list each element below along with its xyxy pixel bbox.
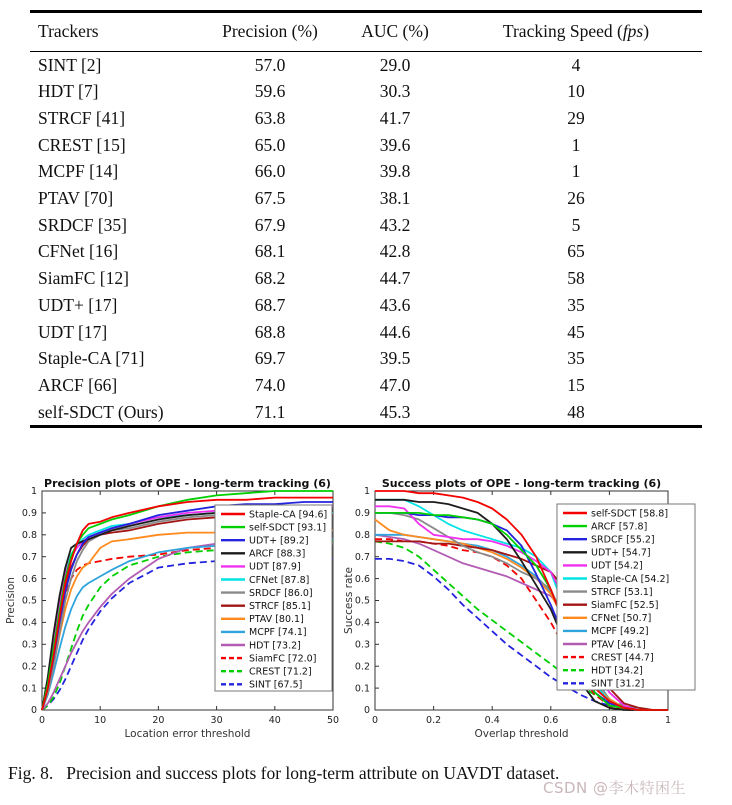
precision-value: 71.1 — [254, 401, 286, 422]
auc-value: 39.6 — [379, 134, 411, 155]
speed-header-unit: fps — [622, 21, 644, 41]
legend-entry: SRDCF [86.0] — [249, 587, 313, 599]
tracker-name: CFNet [16] — [38, 241, 119, 262]
precision-value: 59.6 — [254, 81, 286, 102]
tracker-name: ARCF [66] — [38, 374, 118, 395]
speed-value: 10 — [567, 81, 585, 102]
auc-value: 43.2 — [379, 214, 411, 235]
x-axis-label: Overlap threshold — [474, 728, 569, 740]
y-tick-label: 0 — [30, 705, 37, 717]
table-row — [30, 52, 702, 79]
chart-title: Precision plots of OPE - long-term tracking (6) — [44, 478, 331, 490]
speed-value: 48 — [567, 401, 585, 422]
col-header-speed — [450, 21, 702, 42]
x-tick-label: 0.4 — [484, 715, 500, 726]
legend-entry: PTAV [46.1] — [591, 639, 646, 651]
tracker-name: SiamFC [12] — [38, 268, 129, 289]
precision-value: 68.1 — [254, 241, 286, 262]
legend-entry: CFNet [50.7] — [591, 613, 652, 625]
speed-value: 45 — [567, 321, 585, 342]
auc-value: 39.5 — [379, 348, 411, 369]
legend-entry: HDT [34.2] — [591, 665, 643, 677]
legend-entry: UDT+ [54.7] — [591, 547, 651, 559]
y-tick-label: 0.8 — [354, 530, 370, 541]
figure-caption — [8, 763, 559, 784]
legend-entry: PTAV [80.1] — [249, 614, 304, 626]
y-tick-label: 0.2 — [21, 661, 37, 673]
legend-entry: CFNet [87.8] — [249, 574, 310, 586]
legend-entry: SiamFC [52.5] — [591, 600, 659, 611]
speed-header-prefix: Tracking Speed ( — [502, 21, 623, 41]
col-header-trackers: Trackers — [38, 21, 99, 41]
tracker-name: UDT+ [17] — [38, 294, 118, 315]
auc-value: 41.7 — [379, 108, 411, 129]
table-row — [30, 399, 702, 426]
precision-value: 68.2 — [254, 268, 286, 289]
legend-entry: HDT [73.2] — [249, 640, 301, 652]
speed-value: 58 — [567, 268, 585, 289]
tracker-name: MCPF [14] — [38, 161, 119, 182]
legend-entry: SINT [31.2] — [591, 678, 645, 690]
x-tick-label: 20 — [152, 715, 165, 726]
col-header-auc: AUC (%) — [361, 21, 429, 41]
table-row — [30, 372, 702, 399]
precision-value: 68.8 — [254, 321, 286, 342]
precision-value: 57.0 — [254, 54, 286, 75]
y-tick-label: 1 — [30, 486, 37, 498]
precision-value: 69.7 — [254, 348, 286, 369]
y-tick-label: 0.7 — [354, 551, 370, 563]
y-tick-label: 0.6 — [354, 573, 370, 585]
y-tick-label: 0 — [363, 705, 370, 717]
table-row — [30, 239, 702, 266]
success-plot — [340, 478, 732, 760]
chart-title: Success plots of OPE - long-term tracking (6) — [381, 478, 662, 490]
x-tick-label: 10 — [94, 715, 107, 726]
csdn-watermark: CSDN @李木特困生 — [543, 779, 687, 797]
speed-value: 26 — [567, 188, 585, 209]
y-tick-label: 0.8 — [21, 530, 37, 541]
auc-value: 44.6 — [379, 321, 411, 342]
y-tick-label: 0.2 — [354, 661, 370, 673]
y-tick-label: 0.5 — [354, 595, 370, 607]
auc-value: 39.8 — [379, 161, 411, 182]
y-axis-label: Success rate — [343, 567, 355, 634]
precision-value: 67.9 — [254, 214, 286, 235]
y-tick-label: 1 — [363, 486, 370, 498]
tracker-name: SINT [2] — [38, 54, 102, 75]
legend-entry: UDT [54.2] — [591, 560, 643, 572]
legend-entry: self-SDCT [93.1] — [249, 522, 327, 534]
x-tick-label: 30 — [210, 715, 223, 726]
y-tick-label: 0.9 — [21, 508, 37, 520]
x-axis-label: Location error threshold — [124, 728, 251, 740]
table-row — [30, 292, 702, 319]
legend-entry: Staple-CA [54.2] — [591, 573, 670, 585]
legend-entry: self-SDCT [58.8] — [591, 508, 669, 520]
speed-value: 1 — [571, 161, 581, 182]
speed-value: 65 — [567, 241, 585, 262]
table-header-row — [30, 13, 702, 51]
y-tick-label: 0.7 — [21, 551, 37, 563]
tracker-name: STRCF [41] — [38, 108, 126, 129]
table-row — [30, 78, 702, 105]
legend-entry: MCPF [74.1] — [249, 627, 307, 639]
legend-entry: Staple-CA [94.6] — [249, 509, 328, 521]
tracker-name: UDT [17] — [38, 321, 108, 342]
auc-value: 38.1 — [379, 188, 411, 209]
col-header-precision: Precision (%) — [222, 21, 318, 41]
speed-value: 35 — [567, 348, 585, 369]
y-tick-label: 0.1 — [354, 683, 370, 695]
precision-value: 67.5 — [254, 188, 286, 209]
legend-entry: CREST [44.7] — [591, 652, 654, 664]
precision-plot-svg — [0, 478, 364, 760]
auc-value: 29.0 — [379, 54, 411, 75]
table-row — [30, 319, 702, 346]
legend-entry: UDT [87.9] — [249, 561, 301, 573]
table-row — [30, 132, 702, 159]
table-row — [30, 159, 702, 186]
y-tick-label: 0.1 — [21, 683, 37, 695]
speed-value: 29 — [567, 108, 585, 129]
legend-entry: MCPF [49.2] — [591, 626, 649, 638]
precision-value: 68.7 — [254, 294, 286, 315]
auc-value: 45.3 — [379, 401, 411, 422]
auc-value: 43.6 — [379, 294, 411, 315]
x-tick-label: 50 — [326, 715, 340, 726]
y-tick-label: 0.4 — [354, 617, 370, 629]
x-tick-label: 0.8 — [601, 715, 617, 726]
precision-value: 74.0 — [254, 374, 286, 395]
y-axis-label: Precision — [5, 577, 17, 624]
speed-value: 35 — [567, 294, 585, 315]
tracker-name: CREST [15] — [38, 134, 126, 155]
legend-entry: SINT [67.5] — [249, 679, 303, 691]
caption-text: Precision and success plots for long-term attribute on UAVDT dataset. — [66, 763, 560, 783]
tracker-name: HDT [7] — [38, 81, 99, 102]
legend-entry: STRCF [85.1] — [249, 601, 311, 612]
x-tick-label: 1 — [664, 715, 672, 726]
table-bottom-rule — [30, 425, 702, 428]
speed-value: 15 — [567, 374, 585, 395]
table-row — [30, 345, 702, 372]
y-tick-label: 0.3 — [354, 639, 370, 651]
x-tick-label: 0 — [371, 715, 379, 726]
speed-value: 5 — [571, 214, 581, 235]
legend-entry: ARCF [57.8] — [591, 521, 648, 533]
precision-value: 65.0 — [254, 134, 286, 155]
y-tick-label: 0.9 — [354, 508, 370, 520]
y-tick-label: 0.3 — [21, 639, 37, 651]
results-table — [30, 10, 702, 428]
x-tick-label: 40 — [268, 715, 281, 726]
table-row — [30, 185, 702, 212]
tracker-name: self-SDCT (Ours) — [38, 401, 164, 422]
table-row — [30, 212, 702, 239]
y-tick-label: 0.5 — [21, 595, 37, 607]
y-tick-label: 0.4 — [21, 617, 37, 629]
table-row — [30, 105, 702, 132]
x-tick-label: 0.6 — [543, 715, 559, 726]
precision-value: 66.0 — [254, 161, 286, 182]
tracker-name: SRDCF [35] — [38, 214, 127, 235]
speed-value: 1 — [571, 134, 581, 155]
precision-plot — [0, 478, 364, 760]
auc-value: 47.0 — [379, 374, 411, 395]
success-plot-svg — [340, 478, 732, 760]
caption-fig-label: Fig. 8. — [8, 763, 54, 783]
auc-value: 30.3 — [379, 81, 411, 102]
table-body — [30, 52, 702, 426]
speed-value: 4 — [571, 54, 581, 75]
tracker-name: Staple-CA [71] — [38, 348, 145, 369]
precision-value: 63.8 — [254, 108, 286, 129]
table-row — [30, 265, 702, 292]
legend-entry: SiamFC [72.0] — [249, 653, 317, 665]
tracker-name: PTAV [70] — [38, 188, 114, 209]
y-tick-label: 0.6 — [21, 573, 37, 585]
legend-entry: ARCF [88.3] — [249, 548, 306, 560]
auc-value: 44.7 — [379, 268, 411, 289]
auc-value: 42.8 — [379, 241, 411, 262]
legend-entry: UDT+ [89.2] — [249, 535, 309, 547]
x-tick-label: 0 — [38, 715, 46, 726]
legend-entry: CREST [71.2] — [249, 666, 312, 678]
speed-header-suffix: ) — [643, 21, 650, 41]
legend-entry: STRCF [53.1] — [591, 586, 653, 598]
legend-entry: SRDCF [55.2] — [591, 534, 655, 546]
x-tick-label: 0.2 — [426, 715, 442, 726]
